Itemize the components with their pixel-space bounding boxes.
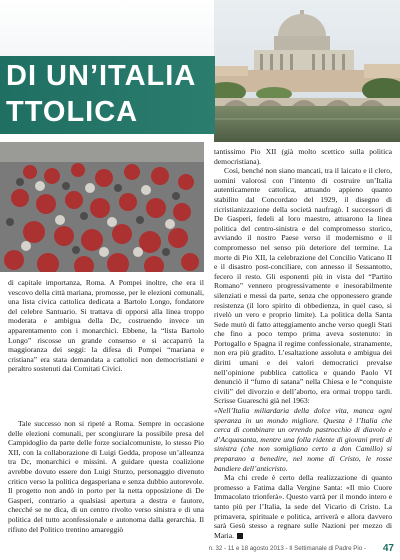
page-number: 47: [382, 543, 394, 554]
left-text-column-top: [8, 278, 204, 374]
crowd-photo: [0, 142, 204, 272]
left-text-column-bottom: [8, 419, 204, 534]
issue-info: n. 32 - 11 e 18 agosto 2013 - Il Settimanale di Padre Pio -: [208, 545, 366, 552]
paragraph: tantissimo Pio XII (già molto scettico sulla politica democristiana).: [214, 147, 392, 166]
rome-photo: [214, 0, 400, 142]
article-banner: [0, 0, 400, 142]
article-title-line-2: TTOLICA: [6, 96, 139, 128]
paragraph: di capitale importanza, Roma. A Pompei inoltre, che era il vescovo della città mariana, promosse, per le elezioni comunali, una lista civica cattolica dedicata a Bartolo Longo, fondatore del celebre Santuario. Si trattava di opporsi alla linea troppo moderata e ambigua della Dc, costruendo invece un apparentamento con i monarchici. Ebbene, la “lista Bartolo Longo” riscosse un grande consenso e si accaparrò la maggioranza dei seggi: la difesa di Pompei “mariana e cristiana” era stata demandata a cattolici non democristiani e peraltro sostenuti dai Comitati Civici.: [8, 278, 204, 374]
guareschi-quote: «Nell’Italia miliardaria della dolce vita, manca ogni speranza in un mondo migliore. Questa è l’Italia che cerca di combinare un orrendo pastrocchio di diavolo e d’Acquasanta, mentre una folla ridente di giovani preti di sinistra (che non somigliano certo a don Camillo) si preparano a benedire, nel nome di Cristo, le rosse bandiere dell’anticristo.: [214, 406, 392, 473]
article-title-line-1: DI UN’ITALIA: [6, 60, 197, 92]
right-text-column: [214, 147, 392, 540]
paragraph: Così, benché non siano mancati, tra il laicato e il clero, uomini valorosi con l’intento di costruire un’Italia autenticamente cattolica, attuando appieno quanto stabilito dal Concordato del 1929, il disegno di ricristianizzazione della società naufragò. I successori di De Gasperi, fedeli al loro maestro, attuarono la linea politica del centro-sinistra e del compromesso storico, avviando il nostro Paese verso il modernismo e il compromesso nel senso più deteriore del termine. La morte di Pio XII, la celebrazione del Concilio Vaticano II e il disastro post-conciliare, con annesso il Sessantotto, fecero il resto. Gli esponenti più in vista del “Partito Romano” vennero progressivamente e inesorabilmente silenziati e messi da parte, senza che opponessero grande resistenza (il loro spirito di obbedienza, in quel caso, si rivelò un vero e proprio limite). La politica della Santa Sede mutò di fatto atteggiamento anche verso quegli Stati che fino a poco tempo prima aveva sostenuto: in Portogallo e Spagna il regime confessionale, stranamente, non era più gradito. L’esaltazione assoluta e ambigua dei diritti umani e dei valori democratici prevalse nell’opinione pubblica cattolica e quando Paolo VI denunciò il “fumo di satana” nella Chiesa e le “conquiste civili” del divorzio e dell’aborto, era ormai troppo tardi. Scrisse Guareschi già nel 1963:: [214, 166, 392, 406]
paragraph: Tale successo non si ripeté a Roma. Sempre in occasione delle elezioni comunali, per scongiurare la possibile presa del Campidoglio da parte delle forze socialcomuniste, lo stesso Pio XII, con la collaborazione di Luigi Gedda, propose un’alleanza tra Dc, monarchici e missini. A guidare questa coalizione avrebbe dovuto essere don Luigi Sturzo, personaggio divenuto critico verso la politica degasperiana e senza dubbio autorevole. Il progetto non andò in porto per la netta opposizione di De Gasperi, contrario a qualsiasi apertura a destra e fautore, checché se ne dica, di un centro rivolto verso sinistra e di una politica del tutto aconfessionale e autonoma dalla gerarchia. Il rifiuto del Politico trentino amareggiò: [8, 419, 204, 534]
end-of-article-mark: [237, 533, 243, 539]
paragraph: [214, 473, 392, 540]
st-peters-dome-image: [214, 0, 400, 142]
page-footer: [0, 541, 400, 560]
closing-paragraph-text: Ma chi crede è certo della realizzazione di quanto promesso a Fatima dalla Vergine Santa: «Il mio Cuore Immacolato trionferà». Questo varrà per il mondo intero e tanto più per l’Italia, la sede del Vicario di Cristo. La primavera, spirituale e politica, arriverà e allora davvero sarà Gesù stesso a regnare sulle Nazioni per mezzo di Maria.: [214, 473, 392, 540]
crowd-image: [0, 142, 204, 272]
